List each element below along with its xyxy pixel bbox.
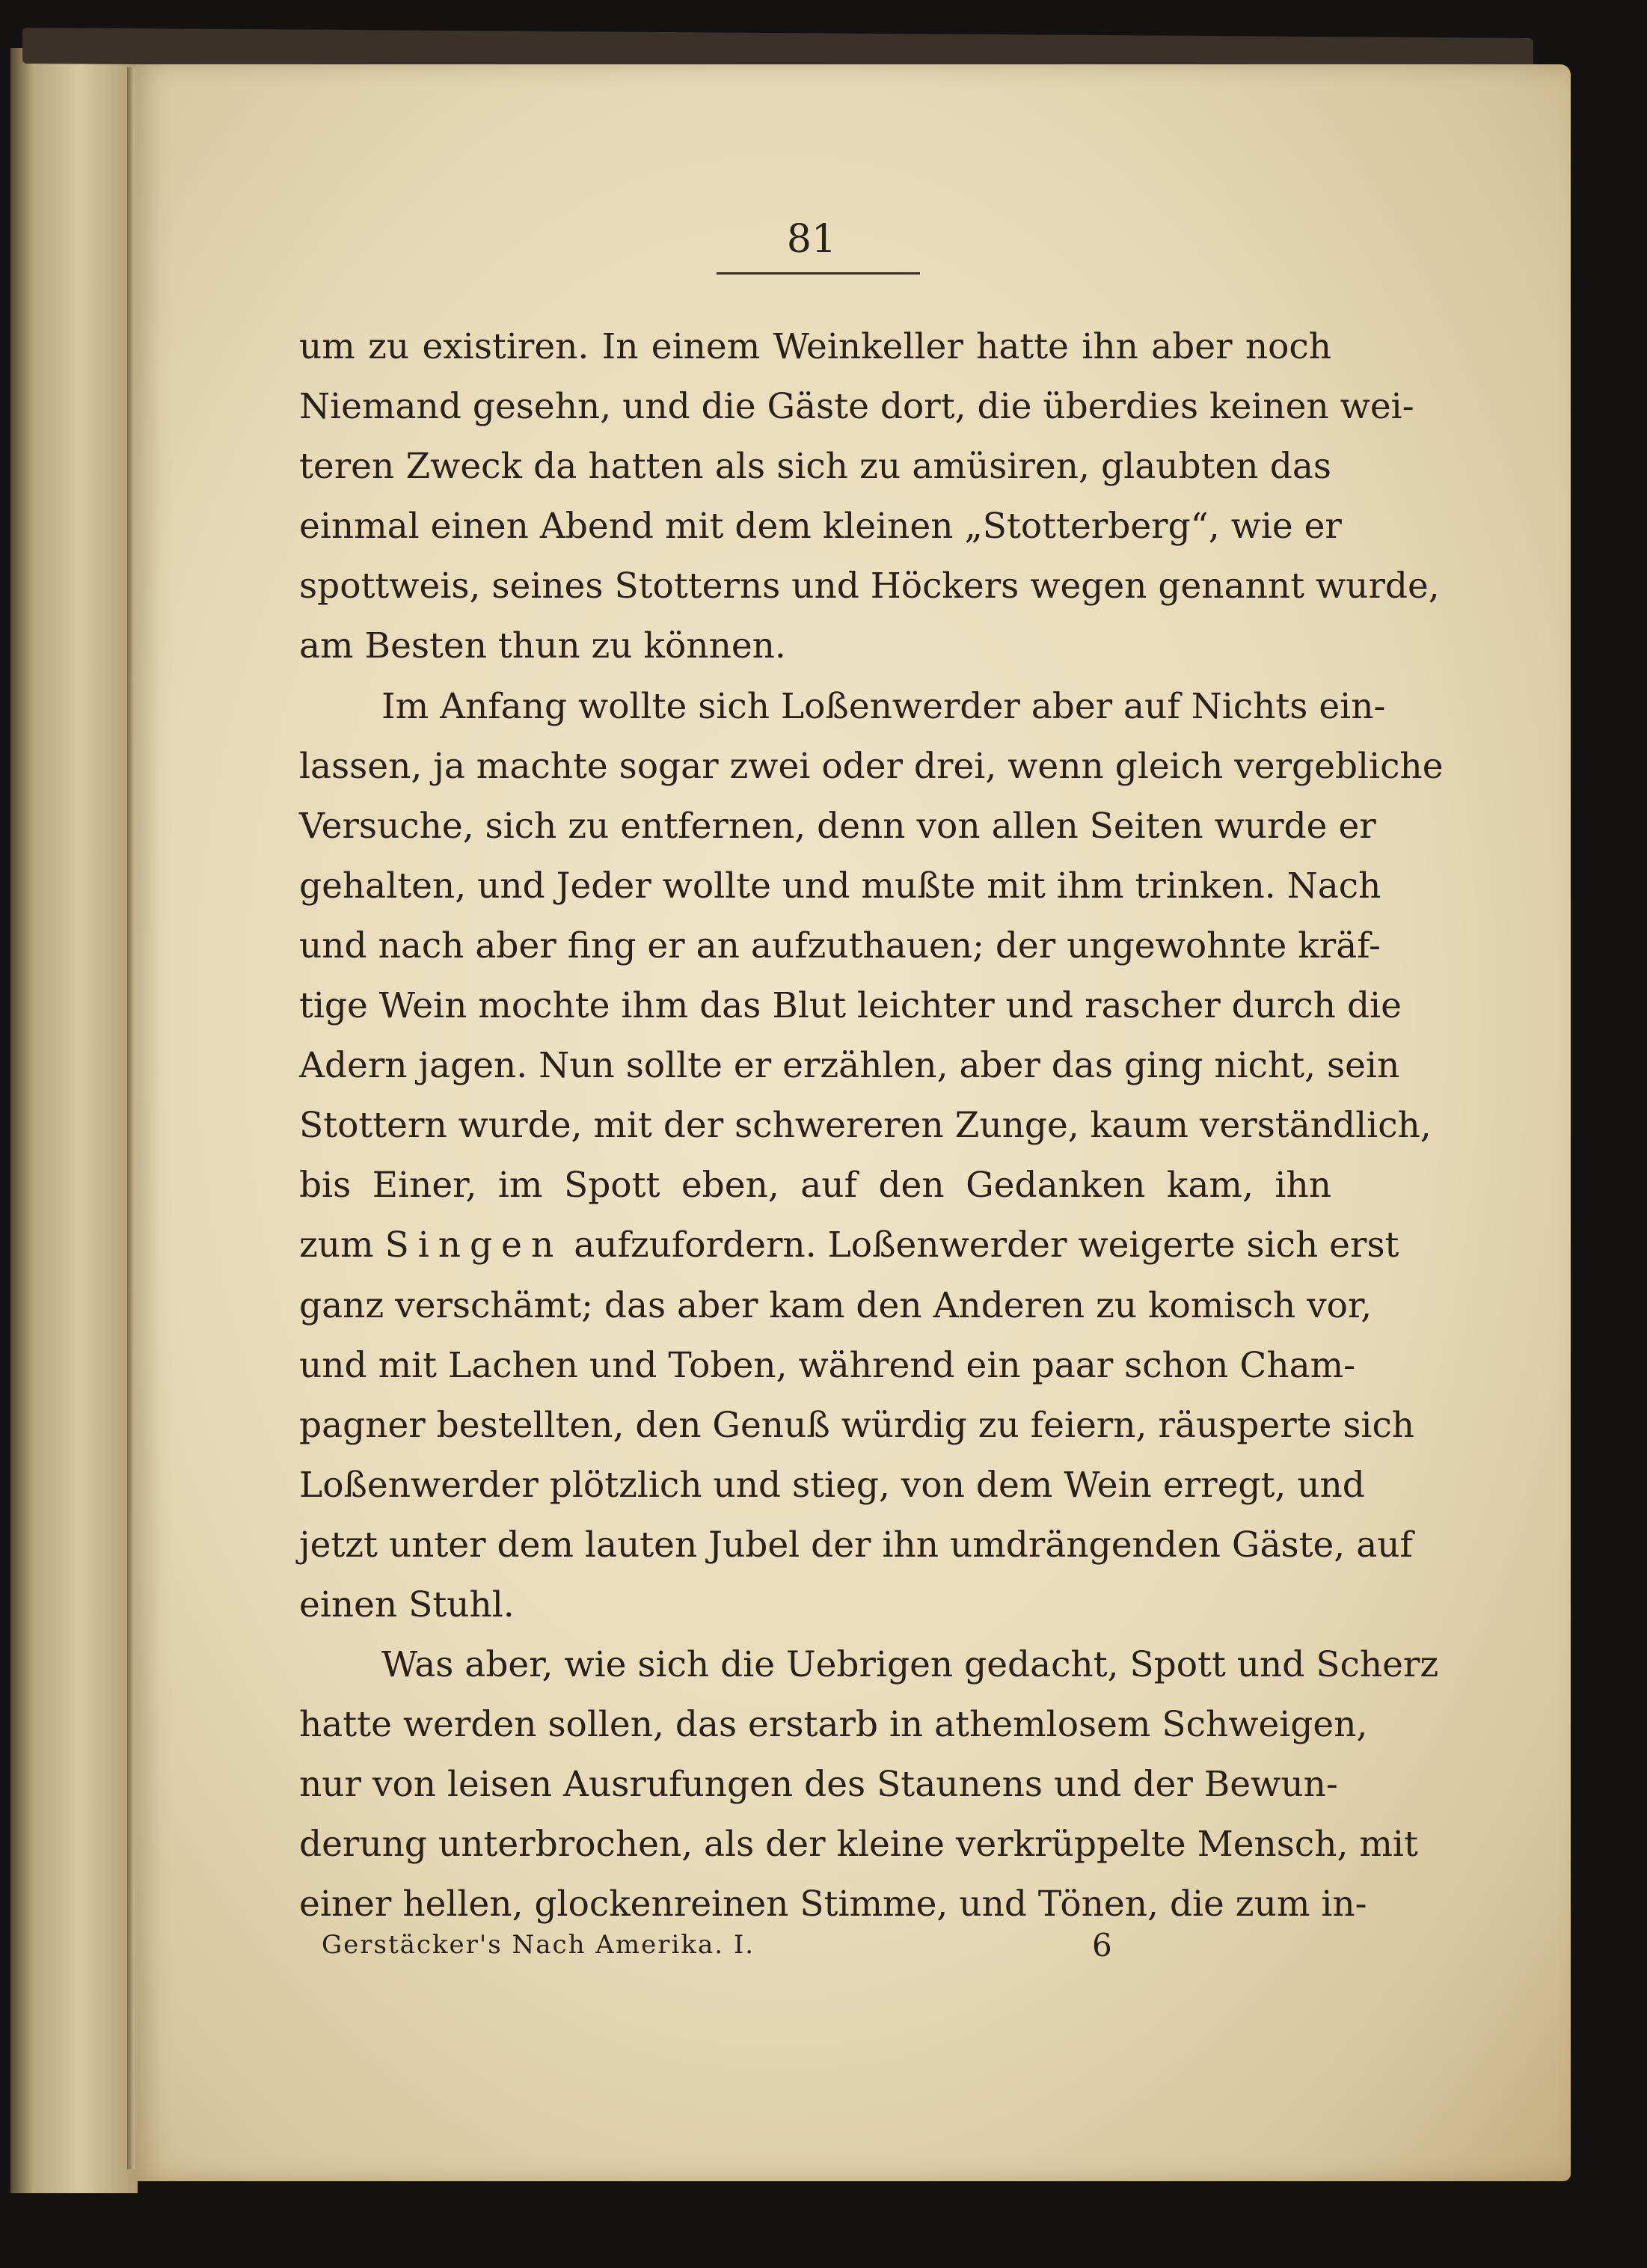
text-line: teren Zweck da hatten als sich zu amüsiren, glaubten das [299,446,1331,488]
text-line: einmal einen Abend mit dem kleinen „Stotterberg“, wie er [299,506,1342,548]
text-line: hatte werden sollen, das erstarb in athemlosem Schweigen, [299,1704,1368,1746]
text-line: ganz verschämt; das aber kam den Anderen zu komisch vor, [299,1284,1372,1326]
text-line: pagner bestellten, den Genuß würdig zu feiern, räusperte sich [299,1404,1415,1446]
book-spine-seam [127,67,135,2169]
text-line: Versuche, sich zu entfernen, denn von allen Seiten wurde er [299,805,1376,847]
text-line: derung unterbrochen, als der kleine verkrüppelte Mensch, mit [299,1824,1418,1866]
page-number: 81 [786,217,837,262]
emphasized-word: Singen [384,1225,563,1266]
signature-number: 6 [1092,1927,1112,1964]
text-line: Im Anfang wollte sich Loßenwerder aber auf Nichts ein- [381,685,1386,727]
text-line: gehalten, und Jeder wollte und mußte mit ihm trinken. Nach [299,865,1381,907]
signature-mark: Gerstäcker's Nach Amerika. I. [322,1930,755,1960]
text-line: lassen, ja machte sogar zwei oder drei, wenn gleich vergebliche [299,745,1444,787]
text-line: tige Wein mochte ihm das Blut leichter und rascher durch die [299,985,1402,1027]
text-line: Adern jagen. Nun sollte er erzählen, aber das ging nicht, sein [299,1045,1400,1087]
body-text [299,317,1444,1935]
book-cover-edge [10,48,138,2193]
text-line: Stottern wurde, mit der schwereren Zunge, kaum verständlich, [299,1105,1432,1147]
text-segment: aufzufordern. Loßenwerder weigerte sich erst [574,1225,1399,1266]
text-line [299,1216,1399,1275]
text-line: und mit Lachen und Toben, während ein paar schon Cham- [299,1344,1356,1386]
text-line: bis Einer, im Spott eben, auf den Gedanken kam, ihn [299,1165,1331,1207]
text-line: am Besten thun zu können. [299,625,786,667]
text-line: Niemand gesehn, und die Gäste dort, die überdies keinen wei- [299,386,1414,428]
text-line: nur von leisen Ausrufungen des Staunens und der Bewun- [299,1764,1338,1806]
text-word: zum [299,1225,374,1266]
text-line: einer hellen, glockenreinen Stimme, und Tönen, die zum in- [299,1884,1367,1925]
text-line: Loßenwerder plötzlich und stieg, von dem Wein erregt, und [299,1464,1365,1506]
page-number-rule [717,272,920,275]
text-line: Was aber, wie sich die Uebrigen gedacht, Spott und Scherz [381,1644,1439,1686]
text-line: um zu existiren. In einem Weinkeller hatte ihn aber noch [299,326,1331,367]
text-line: jetzt unter dem lauten Jubel der ihn umdrängenden Gäste, auf [299,1524,1413,1566]
text-line: einen Stuhl. [299,1584,515,1625]
text-line: und nach aber fing er an aufzuthauen; der ungewohnte kräf- [299,925,1381,966]
text-line: spottweis, seines Stotterns und Höckers wegen genannt wurde, [299,566,1440,607]
